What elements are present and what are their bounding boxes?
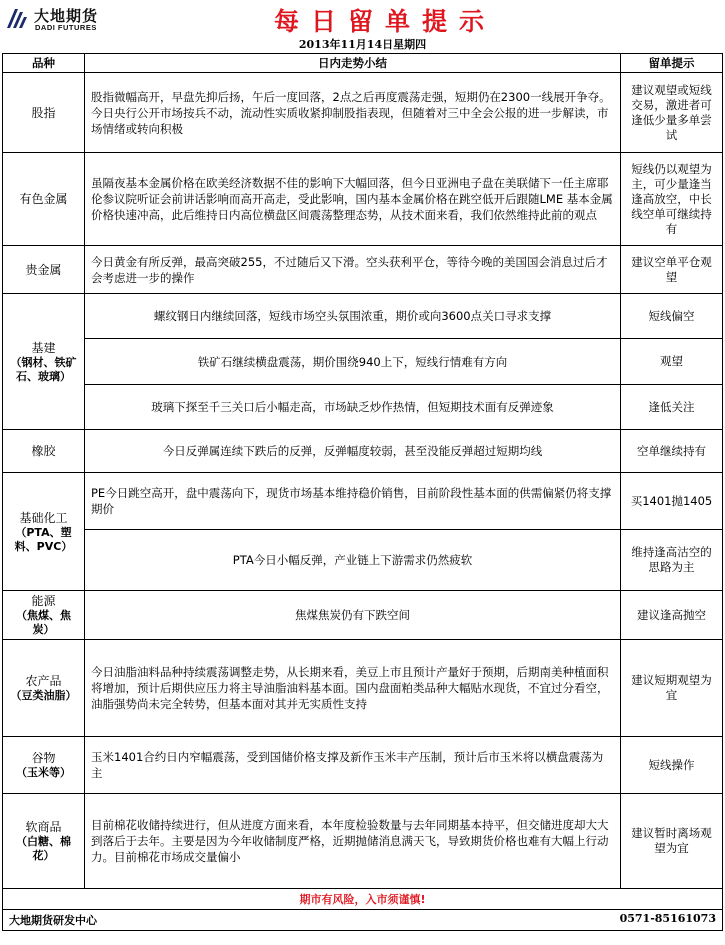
risk-notice-row <box>3 889 723 910</box>
table-row <box>3 73 723 153</box>
category-cell <box>3 640 85 737</box>
category-name: 橡胶 <box>31 444 56 458</box>
category-name: 基础化工 <box>19 510 68 525</box>
column-header-category: 品种 <box>3 54 85 73</box>
table-row <box>3 640 723 737</box>
table-row <box>3 473 723 530</box>
category-name: 能源 <box>31 594 56 608</box>
summary-cell: 股指微幅高开，早盘先抑后扬，午后一度回落，2点之后再度震荡走强，短期仍在2300一线展开争夺。今日央行公开市场按兵不动，流动性实质收紧抑制股指表现，但随着对三中全会公报的进一步解读，市场情绪或转向积极 <box>85 73 621 153</box>
category-name: 农产品 <box>25 674 62 688</box>
summary-cell: 玉米1401合约日内窄幅震荡，受到国储价格支撑及新作玉米丰产压制，预计后市玉米将以横盘震荡为主 <box>85 737 621 794</box>
daily-tips-table <box>2 53 723 931</box>
column-header-summary: 日内走势小结 <box>85 54 621 73</box>
tip-cell: 买1401抛1405 <box>621 473 723 530</box>
table-row <box>3 794 723 889</box>
category-cell <box>3 794 85 889</box>
tip-cell: 建议短期观望为宜 <box>621 640 723 737</box>
summary-cell: 虽隔夜基本金属价格在欧美经济数据不佳的影响下大幅回落，但今日亚洲电子盘在美联储下一任主席耶伦参议院听证会前讲话影响而高开高走，受此影响，国内基本金属价格在跳空低开后跟随LME 基本金属价格快速冲高，此后维持日内高位横盘区间震荡整理态势，从技术面来看，我们依然维持此前的观点 <box>85 153 621 246</box>
category-name: 股指 <box>31 105 56 120</box>
dadi-logo-icon <box>4 6 30 32</box>
table-row <box>3 530 723 591</box>
category-cell <box>3 591 85 640</box>
category-cell <box>3 153 85 246</box>
summary-cell: 目前棉花收储持续进行，但从进度方面来看，本年度检验数量与去年同期基本持平，但交储进度却大大到落后于去年。主要是因为今年收储制度严格，近期抛储消息满天飞，导致期货价格也难有大幅上行动力。目前棉花市场成交量偏小 <box>85 794 621 889</box>
report-date: 2013年11月14日星期四 <box>298 38 427 51</box>
logo-english-name: DADI FUTURES <box>35 23 97 32</box>
summary-cell: 铁矿石继续横盘震荡，期价围绕940上下，短线行情难有方向 <box>85 339 621 385</box>
table-row <box>3 430 723 473</box>
tip-cell: 建议空单平仓观望 <box>621 246 723 294</box>
category-subtitle: （白糖、棉花） <box>16 835 71 862</box>
tip-cell: 短线仍以观望为主，可少量逢当逢高放空，中长线空单可继续持有 <box>621 153 723 246</box>
category-subtitle: （焦煤、焦炭） <box>16 609 71 636</box>
tip-cell: 短线操作 <box>621 737 723 794</box>
category-subtitle: （豆类油脂） <box>10 689 77 702</box>
risk-notice: 期市有风险，入市须谨慎! <box>3 889 723 910</box>
tip-cell: 观望 <box>621 339 723 385</box>
tip-cell: 逢低关注 <box>621 385 723 430</box>
category-cell <box>3 246 85 294</box>
category-cell <box>3 73 85 153</box>
research-center-name: 大地期货研发中心 <box>9 914 97 927</box>
column-header-tip: 留单提示 <box>621 54 723 73</box>
footer-row <box>3 910 723 931</box>
company-logo <box>4 5 144 35</box>
category-subtitle: （钢材、铁矿石、玻璃） <box>10 355 77 383</box>
summary-cell: 玻璃下探至千三关口后小幅走高，市场缺乏炒作热情，但短期技术面有反弹迹象 <box>85 385 621 430</box>
summary-cell: 今日反弹属连续下跌后的反弹，反弹幅度较弱，甚至没能反弹超过短期均线 <box>85 430 621 473</box>
category-subtitle: （PTA、塑料、PVC） <box>14 525 73 553</box>
table-row <box>3 737 723 794</box>
table-row <box>3 294 723 339</box>
category-name: 谷物 <box>31 751 56 765</box>
table-row <box>3 591 723 640</box>
tip-cell: 建议观望或短线交易，激进者可逢低少量多单尝试 <box>621 73 723 153</box>
tip-cell: 建议逢高抛空 <box>621 591 723 640</box>
category-name: 基建 <box>31 340 56 355</box>
category-cell <box>3 430 85 473</box>
category-name: 贵金属 <box>25 262 62 277</box>
tip-cell: 维持逢高沽空的思路为主 <box>621 530 723 591</box>
category-name: 软商品 <box>25 820 62 834</box>
table-header-row <box>3 54 723 73</box>
page-header <box>0 0 725 36</box>
category-name: 有色金属 <box>19 192 68 206</box>
table-row <box>3 246 723 294</box>
page-title: 每日留单提示 <box>273 7 496 36</box>
table-row <box>3 385 723 430</box>
category-cell <box>3 294 85 430</box>
tip-cell: 短线偏空 <box>621 294 723 339</box>
footer-cell <box>3 910 723 931</box>
category-cell <box>3 737 85 794</box>
logo-chinese-name: 大地期货 <box>34 7 99 25</box>
category-cell <box>3 473 85 591</box>
contact-phone: 0571-85161073 <box>619 912 716 925</box>
category-subtitle: （玉米等） <box>16 766 71 779</box>
summary-cell: 今日黄金有所反弹，最高突破255，不过随后又下滑。空头获利平仓，等待今晚的美国国会消息过后才会考虑进一步的操作 <box>85 246 621 294</box>
summary-cell: PE今日跳空高开，盘中震荡向下，现货市场基本维持稳价销售，目前阶段性基本面的供需偏紧仍将支撑期价 <box>85 473 621 530</box>
table-row <box>3 339 723 385</box>
tip-cell: 空单继续持有 <box>621 430 723 473</box>
tip-cell: 建议暂时离场观望为宜 <box>621 794 723 889</box>
table-row <box>3 153 723 246</box>
summary-cell: 今日油脂油料品种持续震荡调整走势，从长期来看，美豆上市且预计产量好于预期，后期南美种植面积将增加，预计后期供应压力将主导油脂油料基本面。国内盘面粕类品种大幅贴水现货，不宜过分看空，油脂强势尚未完全转势，但基本面对其并无实质性支持 <box>85 640 621 737</box>
summary-cell: PTA今日小幅反弹，产业链上下游需求仍然疲软 <box>85 530 621 591</box>
summary-cell: 螺纹钢日内继续回落，短线市场空头氛围浓重，期价或向3600点关口寻求支撑 <box>85 294 621 339</box>
summary-cell: 焦煤焦炭仍有下跌空间 <box>85 591 621 640</box>
